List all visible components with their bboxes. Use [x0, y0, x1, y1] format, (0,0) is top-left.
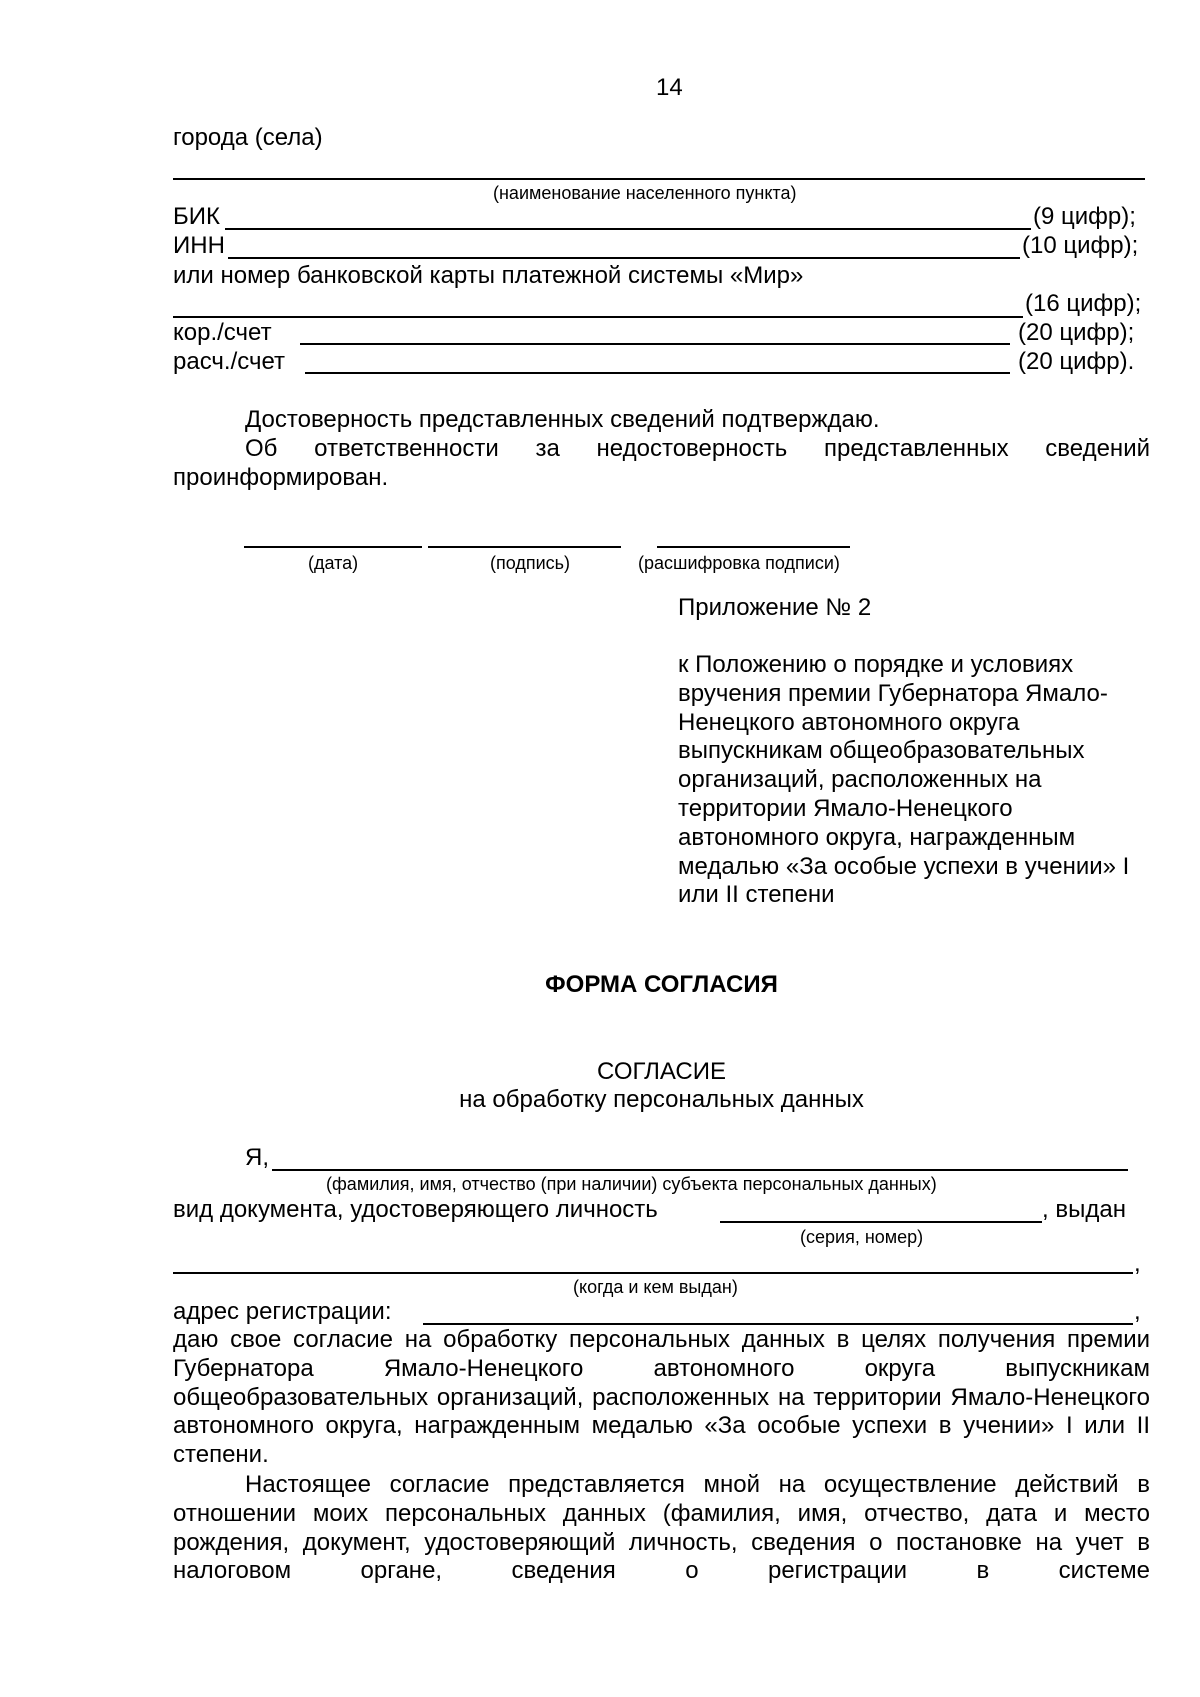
- acc-label: расч./счет: [173, 348, 286, 375]
- bik-line: [225, 228, 1031, 230]
- corr-label: кор./счет: [173, 319, 272, 346]
- corr-line: [300, 343, 1010, 345]
- decoding-caption: (расшифровка подписи): [638, 553, 840, 573]
- address-line: [423, 1323, 1133, 1325]
- signature-caption: (подпись): [490, 553, 571, 573]
- bik-label: БИК: [173, 203, 220, 230]
- inn-note: (10 цифр);: [1022, 232, 1139, 259]
- consent-paragraph-1: даю свое согласие на обработку персональных данных в целях получения премии Губернатора Ямало-Ненецкого автономного округа выпускникам общеобразовательных организаций, расположенных на территории Ямало-Ненецкого автономного округа, награжденным медалью «За особые успехи в учении» I или II степени.: [173, 1326, 1150, 1469]
- form-title: ФОРМА СОГЛАСИЯ: [545, 971, 778, 998]
- card-line: [173, 316, 1023, 318]
- issued-caption: (когда и кем выдан): [573, 1277, 738, 1297]
- address-label: адрес регистрации:: [173, 1298, 392, 1325]
- settlement-caption: (наименование населенного пункта): [493, 183, 797, 203]
- confirmation-line-2: Об ответственности за недостоверность представленных сведений проинформирован.: [173, 435, 1150, 491]
- fio-caption: (фамилия, имя, отчество (при наличии) субъекта персональных данных): [326, 1174, 937, 1194]
- appendix-text: к Положению о порядке и условиях вручения премии Губернатора Ямало-Ненецкого автономного округа выпускникам общеобразовательных организаций, расположенных на территории Ямало-Ненецкого автономного округа, награжденным медалью «За особые успехи в учении» I или II степени: [678, 651, 1130, 909]
- city-label: города (села): [173, 124, 323, 151]
- issued-line: [173, 1272, 1133, 1274]
- consent-title: СОГЛАСИЕ: [597, 1058, 726, 1085]
- issued-comma: ,: [1134, 1250, 1141, 1277]
- card-label: или номер банковской карты платежной системы «Мир»: [173, 262, 804, 289]
- date-line: [244, 546, 422, 548]
- series-caption: (серия, номер): [800, 1227, 924, 1247]
- page-number: 14: [656, 74, 683, 101]
- confirmation-line-1: Достоверность представленных сведений подтверждаю.: [245, 406, 880, 433]
- inn-line: [228, 257, 1020, 259]
- address-comma: ,: [1134, 1298, 1141, 1325]
- appendix-title: Приложение № 2: [678, 594, 872, 621]
- corr-note: (20 цифр);: [1018, 319, 1135, 346]
- card-note: (16 цифр);: [1025, 290, 1142, 317]
- bik-note: (9 цифр);: [1033, 203, 1136, 230]
- doc-label: вид документа, удостоверяющего личность: [173, 1196, 658, 1223]
- decoding-line: [657, 546, 850, 548]
- consent-subtitle: на обработку персональных данных: [459, 1086, 864, 1113]
- doc-line: [720, 1221, 1042, 1223]
- acc-note: (20 цифр).: [1018, 348, 1135, 375]
- i-label: Я,: [245, 1144, 269, 1171]
- inn-label: ИНН: [173, 232, 225, 259]
- acc-line: [305, 372, 1010, 374]
- signature-line: [428, 546, 621, 548]
- settlement-line: [173, 178, 1145, 180]
- fio-line: [272, 1169, 1128, 1171]
- issued-label: , выдан: [1042, 1196, 1126, 1223]
- date-caption: (дата): [308, 553, 359, 573]
- consent-paragraph-2: Настоящее согласие представляется мной на осуществление действий в отношении моих персональных данных (фамилия, имя, отчество, дата и место рождения, документ, удостоверяющий личность, сведения о постановке на учет в налоговом органе, сведения о регистрации в системе: [173, 1471, 1150, 1585]
